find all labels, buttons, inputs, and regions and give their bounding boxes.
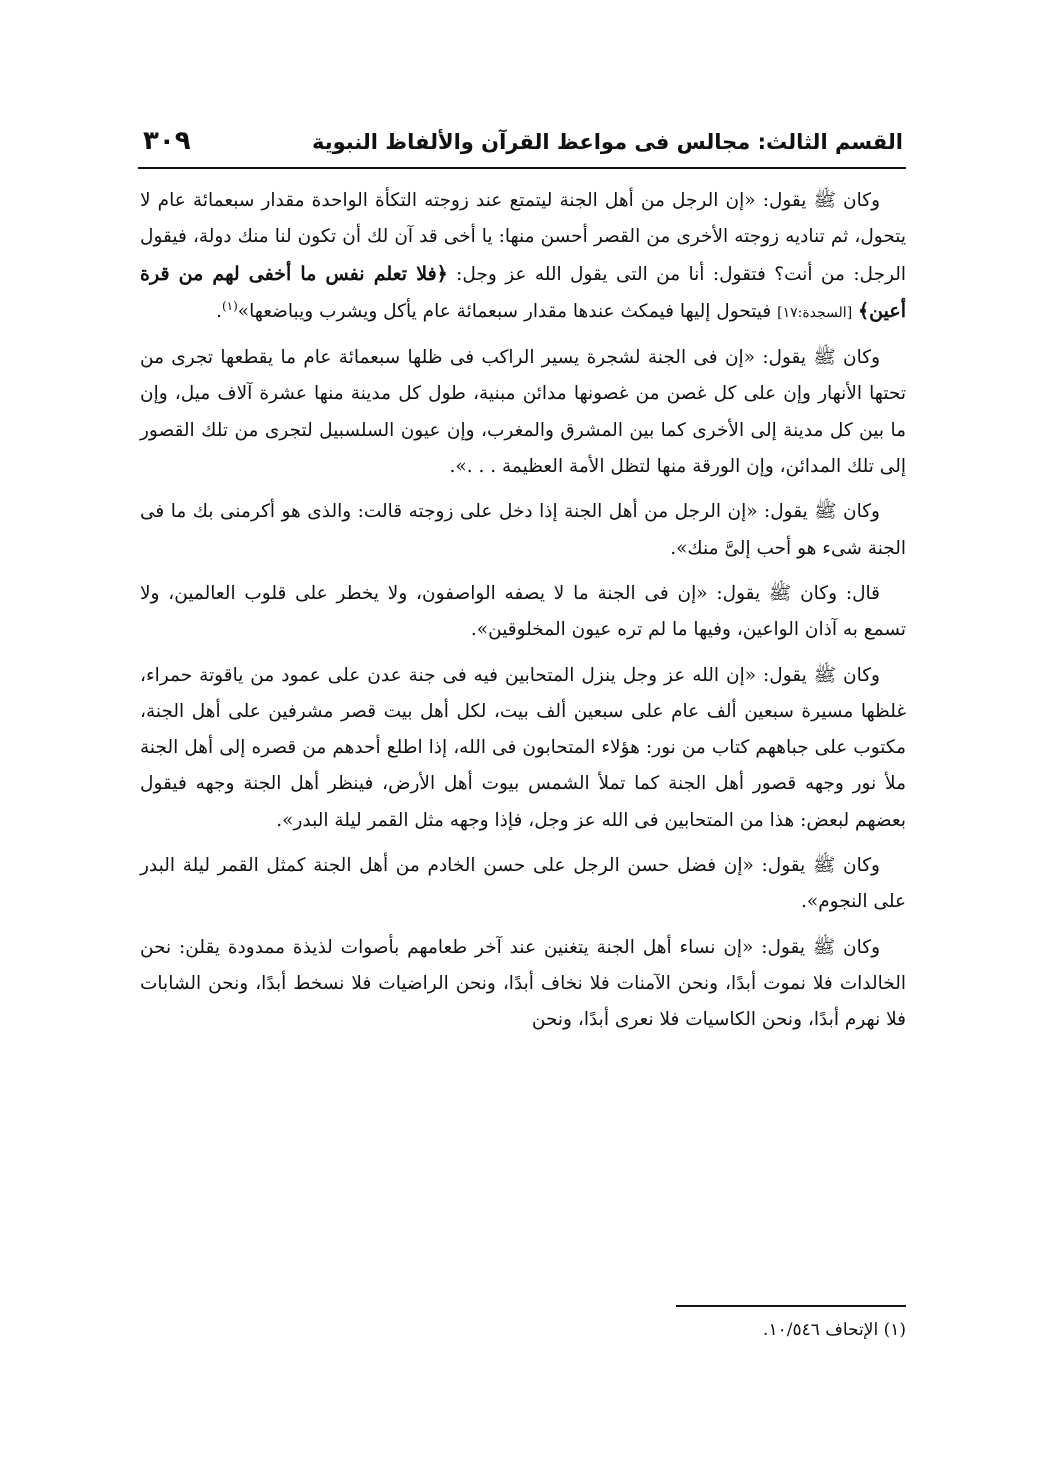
paragraph-5: وكان ﷺ يقول: «إن الله عز وجل ينزل المتحابين فيه فى جنة عدن على عمود من ياقوتة حمراء، غلظها مسيرة سبعين ألف عام على سبعين ألف بيت، لكل أهل بيت قصر مشرفين على أهل الجنة، مكتوب على جباههم كتاب من نور: هؤلاء المتحابون فى الله، إذا اطلع أحدهم من قصره إلى أهل الجنة ملأ نور وجهه قصور أهل الجنة كما تملأ الشمس بيوت أهل الأرض، فينظر أهل الجنة وجهه فيقول بعضهم لبعض: هذا من المتحابين فى الله عز وجل، فإذا وجهه مثل القمر ليلة البدر».	[140, 664, 906, 831]
paragraph-7: وكان ﷺ يقول: «إن نساء أهل الجنة يتغنين عند آخر طعامهم بأصوات لذيذة ممدودة يقلن: نحن الخالدات فلا نموت أبدًا، ونحن الآمنات فلا نخاف أبدًا، ونحن الراضيات فلا نسخط أبدًا، ونحن الشابات فلا نهرم أبدًا، ونحن الكاسيات فلا نعرى أبدًا، ونحن	[140, 936, 906, 1031]
paragraph-6: وكان ﷺ يقول: «إن فضل حسن الرجل على حسن الخادم من أهل الجنة كمثل القمر ليلة البدر على النجوم».	[140, 855, 906, 913]
footnote-marker: (١)	[221, 298, 238, 313]
paragraph-2: وكان ﷺ يقول: «إن فى الجنة لشجرة يسير الراكب فى ظلها سبعمائة عام ما يقطعها تجرى من تحتها الأنهار وإن على كل غصن من غصونها مدائن مبنية، طول كل مدينة منها عشرة آلاف ميل، وإن ما بين كل مدينة إلى الأخرى كما بين المشرق والمغرب، وإن عيون السلسبيل لتجرى من تلك القصور إلى تلك المدائن، وإن الورقة منها لتظل الأمة العظيمة . . .».	[140, 347, 906, 478]
page-number: ٣٠٩	[143, 126, 191, 156]
paragraph-1-text-b: فيتحول إليها فيمكث عندها مقدار سبعمائة عام يأكل ويشرب ويباضعها»	[237, 300, 778, 322]
paragraph-1	[140, 183, 906, 331]
verse-reference: [السجدة:١٧]	[777, 304, 853, 321]
main-text	[140, 183, 906, 1048]
quran-verse: ﴿فلا تعلم نفس ما أخفى لهم من قرة أعين﴾	[140, 262, 906, 322]
paragraph-1-end: .	[216, 300, 222, 322]
header-divider	[138, 167, 906, 169]
footnote: (١) الإتحاف ١٠/٥٤٦.	[763, 1320, 906, 1340]
running-header	[143, 126, 903, 166]
paragraph-1-text-a: وكان ﷺ يقول: «إن الرجل من أهل الجنة ليتمتع عند زوجته التكأة الواحدة مقدار سبعمائة عام لا يتحول، ثم تناديه زوجته الأخرى من القصر أحسن منها: يا أخى قد آن لك أن تكون لنا منك دولة، فيقول الرجل: من أنت؟ فتقول: أنا من التى يقول الله عز وجل:	[140, 190, 906, 285]
paragraph-3: وكان ﷺ يقول: «إن الرجل من أهل الجنة إذا دخل على زوجته قالت: والذى هو أكرمنى بك ما فى الجنة شىء هو أحب إلىَّ منك».	[140, 501, 906, 559]
section-title: القسم الثالث: مجالس فى مواعظ القرآن والألفاظ النبوية	[311, 130, 903, 154]
footnote-divider	[676, 1305, 906, 1307]
paragraph-4: قال: وكان ﷺ يقول: «إن فى الجنة ما لا يصفه الواصفون، ولا يخطر على قلوب العالمين، ولا تسمع به آذان الواعين، وفيها ما لم تره عيون المخلوقين».	[140, 582, 906, 641]
